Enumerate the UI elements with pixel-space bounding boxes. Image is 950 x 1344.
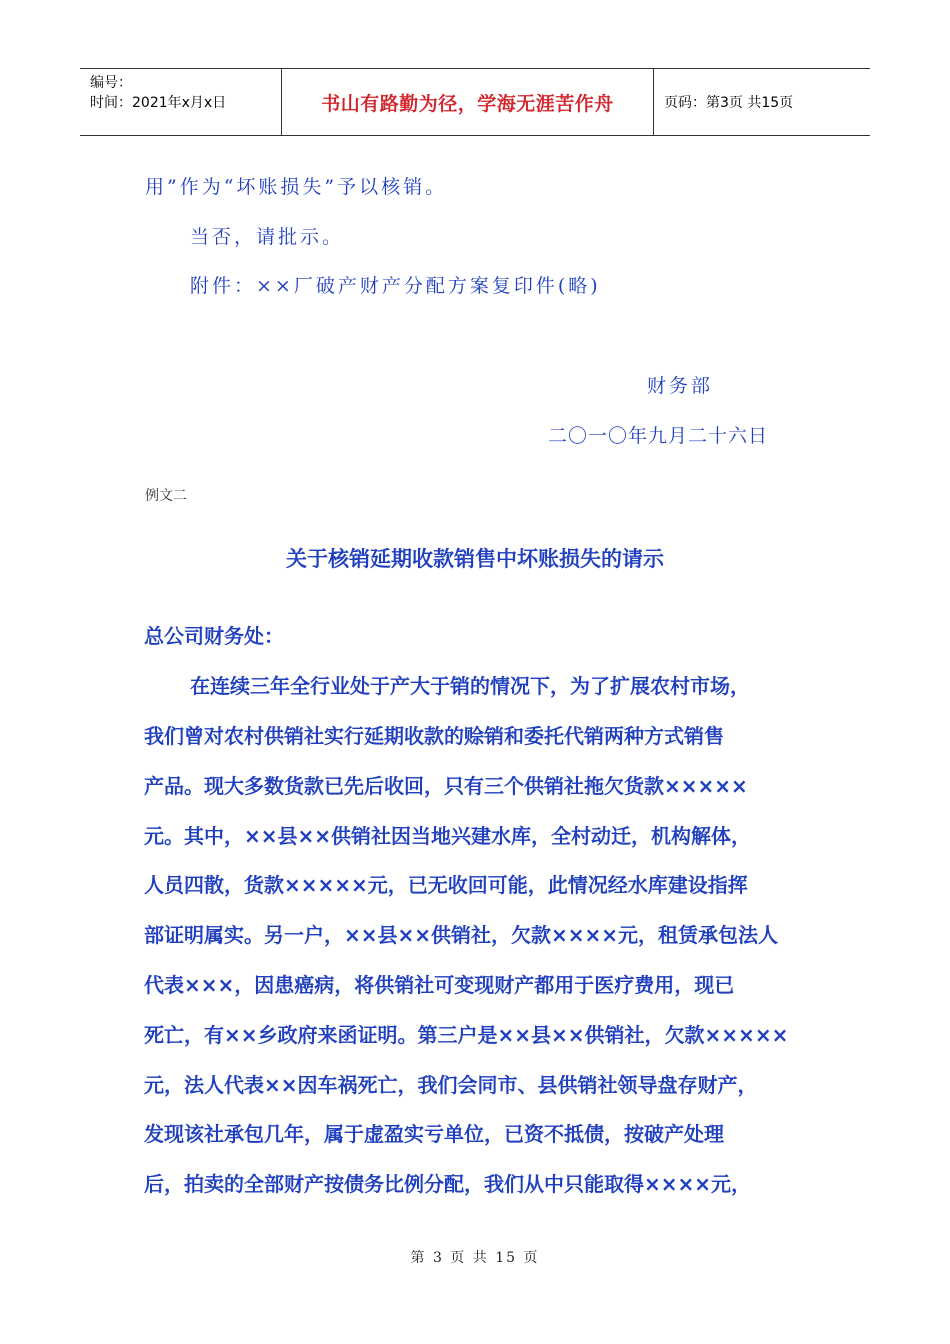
body-line: 部证明属实。另一户，××县××供销社，欠款××××元，租赁承包法人 [144,923,779,947]
body-line: 元，法人代表××因车祸死亡，我们会同市、县供销社领导盘存财产， [144,1073,758,1097]
page-header [80,68,870,136]
header-motto-cell [282,69,654,135]
signature-dept: 财务部 [647,375,714,397]
body-line: 代表×××，因患癌病，将供销社可变现财产都用于医疗费用，现已 [144,973,735,997]
motto: 书山有路勤为径，学海无涯苦作舟 [321,92,614,115]
body-line: 死亡，有××乡政府来函证明。第三户是××县××供销社，欠款××××× [144,1023,789,1047]
signature-date: 二〇一〇年九月二十六日 [548,425,769,447]
body-line: 产品。现大多数货款已先后收回，只有三个供销社拖欠货款××××× [144,774,748,798]
body-line: 元。其中，××县××供销社因当地兴建水库，全村动迁，机构解体， [144,824,752,848]
body-line: 后，拍卖的全部财产按债务比例分配，我们从中只能取得××××元， [144,1172,752,1196]
document-title: 关于核销延期收款销售中坏账损失的请示 [286,547,664,571]
salutation: 总公司财务处： [144,624,284,648]
example1-line2: 当否，请批示。 [190,226,345,248]
example1-attachment: 附件：××厂破产财产分配方案复印件(略) [190,275,601,297]
example1-line1: 用”作为“坏账损失”予以核销。 [145,176,448,198]
number-label: 编号： [90,75,132,91]
body-line: 我们曾对农村供销社实行延期收款的赊销和委托代销两种方式销售 [144,724,724,748]
page-info: 页码：第3页 共15页 [664,95,794,111]
body-line: 发现该社承包几年，属于虚盈实亏单位，已资不抵债，按破产处理 [144,1122,724,1146]
body-line: 人员四散，货款×××××元，已无收回可能，此情况经水库建设指挥 [144,873,748,897]
example-label: 例文二 [145,488,187,504]
header-page-info-cell [654,69,870,135]
header-meta [80,69,282,135]
time-label: 时间：2021年x月x日 [90,95,227,111]
page-footer: 第 3 页 共 15 页 [410,1250,540,1266]
body-line: 在连续三年全行业处于产大于销的情况下，为了扩展农村市场， [190,674,750,698]
